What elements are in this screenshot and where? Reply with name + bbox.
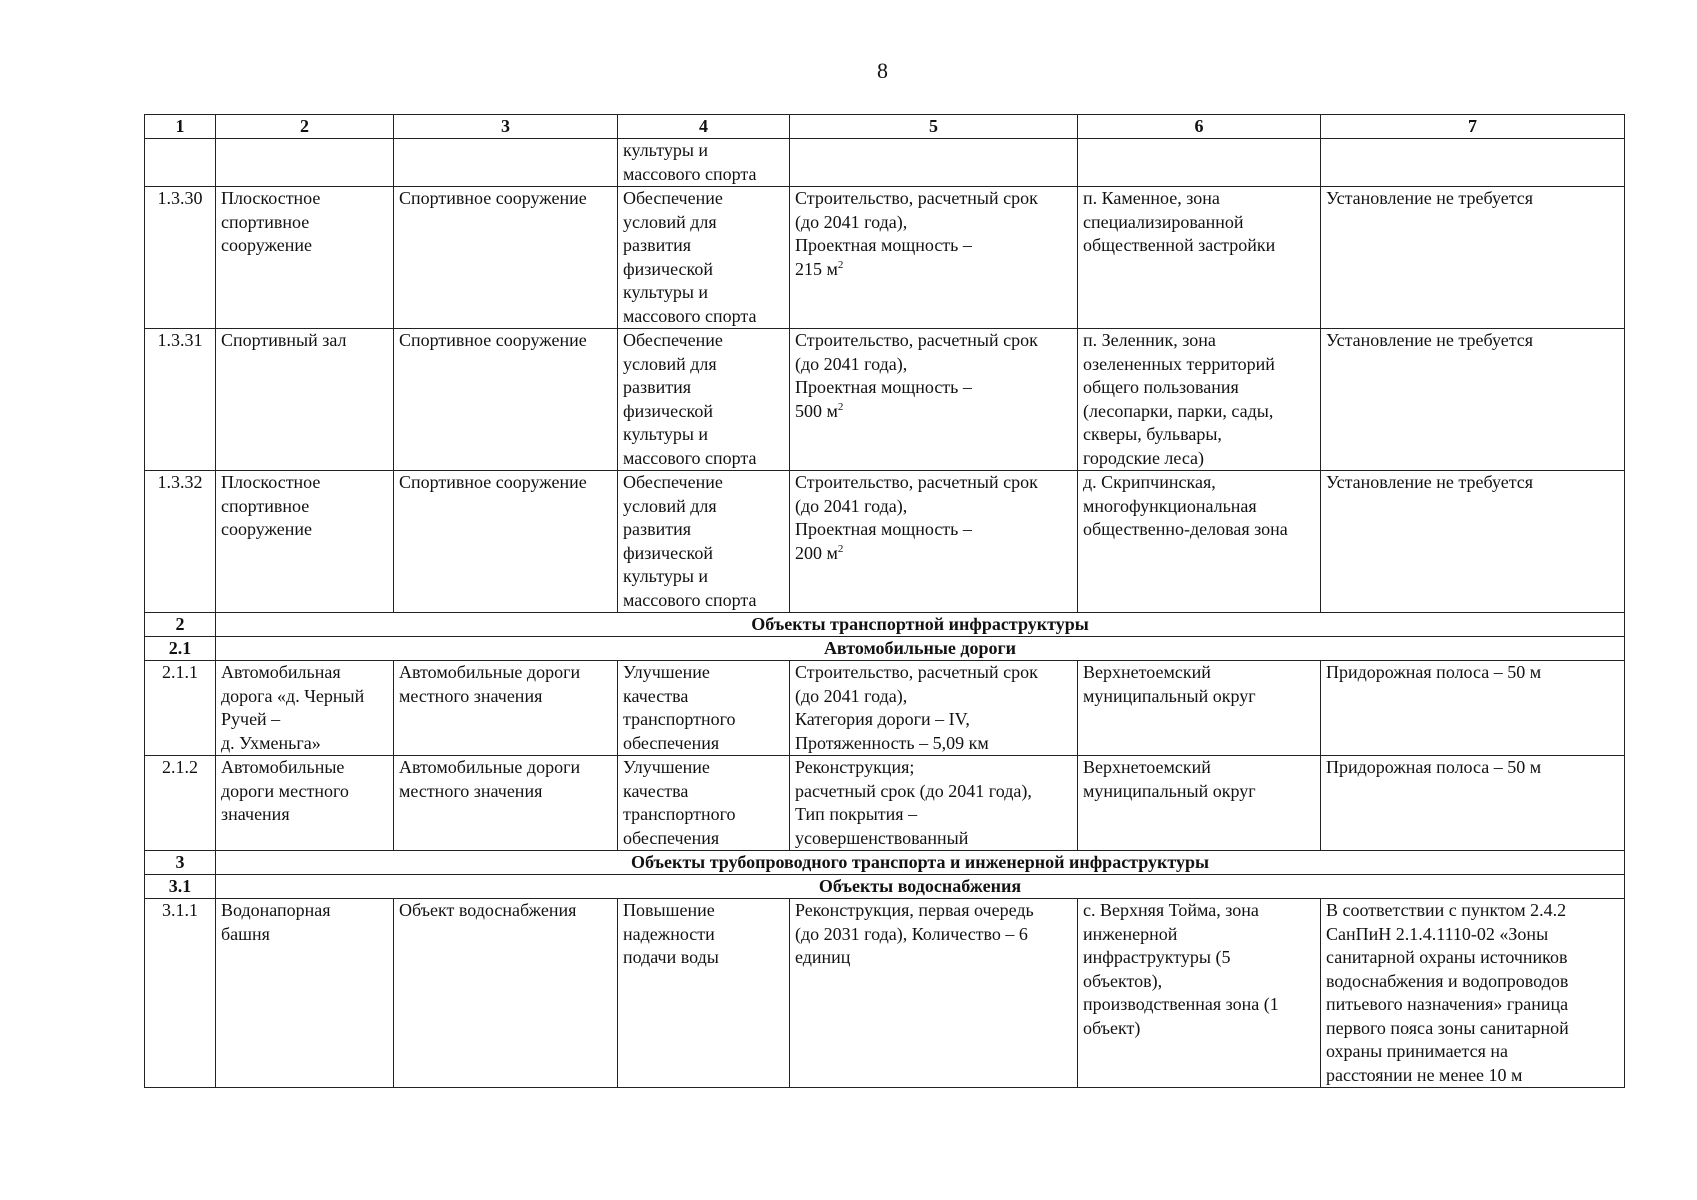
cell-name: Водонапорная башня — [216, 899, 394, 1088]
section-number: 3.1 — [145, 875, 216, 899]
cell-zone: Придорожная полоса – 50 м — [1321, 661, 1625, 756]
cell-purpose: культуры и массового спорта — [618, 139, 790, 187]
table-row — [145, 661, 1625, 756]
cell-name: Плоскостное спортивное сооружение — [216, 471, 394, 613]
cell-name: Спортивный зал — [216, 329, 394, 471]
cell-type: Объект водоснабжения — [394, 899, 618, 1088]
column-header: 6 — [1078, 115, 1321, 139]
section-row — [145, 613, 1625, 637]
table-row — [145, 187, 1625, 329]
table-row-continuation — [145, 139, 1625, 187]
table-row — [145, 756, 1625, 851]
column-header: 4 — [618, 115, 790, 139]
section-title: Объекты трубопроводного транспорта и инженерной инфраструктуры — [216, 851, 1625, 875]
cell-zone: Придорожная полоса – 50 м — [1321, 756, 1625, 851]
superscript: 2 — [837, 542, 844, 555]
cell-location: п. Каменное, зона специализированной общественной застройки — [1078, 187, 1321, 329]
section-number: 3 — [145, 851, 216, 875]
cell-name: Автомобильные дороги местного значения — [216, 756, 394, 851]
cell-characteristics — [790, 187, 1078, 329]
cell-type: Автомобильные дороги местного значения — [394, 756, 618, 851]
cell-characteristics: Реконструкция; расчетный срок (до 2041 года), Тип покрытия – усовершенствованный — [790, 756, 1078, 851]
cell-zone: Установление не требуется — [1321, 187, 1625, 329]
characteristics-text: Строительство, расчетный срок (до 2041 года), Проектная мощность – 200 м — [795, 472, 1038, 563]
table-row — [145, 899, 1625, 1088]
cell-purpose: Обеспечение условий для развития физической культуры и массового спорта — [618, 471, 790, 613]
cell-purpose: Обеспечение условий для развития физической культуры и массового спорта — [618, 329, 790, 471]
cell-zone — [1321, 139, 1625, 187]
cell-num: 2.1.2 — [145, 756, 216, 851]
cell-type: Спортивное сооружение — [394, 329, 618, 471]
subsection-row — [145, 875, 1625, 899]
cell-type — [394, 139, 618, 187]
cell-purpose: Улучшение качества транспортного обеспечения — [618, 661, 790, 756]
subsection-row — [145, 637, 1625, 661]
column-header: 2 — [216, 115, 394, 139]
section-title: Объекты водоснабжения — [216, 875, 1625, 899]
section-title: Автомобильные дороги — [216, 637, 1625, 661]
cell-characteristics — [790, 139, 1078, 187]
cell-purpose: Обеспечение условий для развития физической культуры и массового спорта — [618, 187, 790, 329]
cell-characteristics — [790, 329, 1078, 471]
cell-type: Спортивное сооружение — [394, 187, 618, 329]
page-number: 8 — [877, 58, 888, 83]
section-number: 2 — [145, 613, 216, 637]
cell-characteristics: Строительство, расчетный срок (до 2041 года), Категория дороги – IV, Протяженность – 5,09 км — [790, 661, 1078, 756]
superscript: 2 — [837, 400, 844, 413]
column-header: 5 — [790, 115, 1078, 139]
table-row — [145, 329, 1625, 471]
section-title: Объекты транспортной инфраструктуры — [216, 613, 1625, 637]
cell-num: 1.3.32 — [145, 471, 216, 613]
cell-type: Спортивное сооружение — [394, 471, 618, 613]
cell-purpose: Повышение надежности подачи воды — [618, 899, 790, 1088]
characteristics-text: Строительство, расчетный срок (до 2041 года), Проектная мощность – 500 м — [795, 330, 1038, 421]
cell-location — [1078, 139, 1321, 187]
cell-zone: Установление не требуется — [1321, 471, 1625, 613]
cell-zone: Установление не требуется — [1321, 329, 1625, 471]
cell-num: 2.1.1 — [145, 661, 216, 756]
cell-name — [216, 139, 394, 187]
table-row — [145, 471, 1625, 613]
cell-name: Плоскостное спортивное сооружение — [216, 187, 394, 329]
cell-location: Верхнетоемский муниципальный округ — [1078, 661, 1321, 756]
cell-num: 1.3.31 — [145, 329, 216, 471]
cell-purpose: Улучшение качества транспортного обеспечения — [618, 756, 790, 851]
planning-objects-table — [144, 114, 1625, 1088]
cell-zone: В соответствии с пунктом 2.4.2 СанПиН 2.1.4.1110-02 «Зоны санитарной охраны источников водоснабжения и водопроводов питьевого назначения» граница первого пояса зоны санитарной охраны принимается на расстоянии не менее 10 м — [1321, 899, 1625, 1088]
cell-location: п. Зеленник, зона озелененных территорий общего пользования (лесопарки, парки, сады, скверы, бульвары, городские леса) — [1078, 329, 1321, 471]
section-number: 2.1 — [145, 637, 216, 661]
cell-location: Верхнетоемский муниципальный округ — [1078, 756, 1321, 851]
characteristics-text: Строительство, расчетный срок (до 2041 года), Проектная мощность – 215 м — [795, 188, 1038, 279]
cell-name: Автомобильная дорога «д. Черный Ручей – д. Ухменьга» — [216, 661, 394, 756]
column-header: 7 — [1321, 115, 1625, 139]
superscript: 2 — [837, 258, 844, 271]
cell-location: с. Верхняя Тойма, зона инженерной инфраструктуры (5 объектов), производственная зона (1 объект) — [1078, 899, 1321, 1088]
section-row — [145, 851, 1625, 875]
column-header: 1 — [145, 115, 216, 139]
cell-location: д. Скрипчинская, многофункциональная общественно-деловая зона — [1078, 471, 1321, 613]
cell-num — [145, 139, 216, 187]
column-header: 3 — [394, 115, 618, 139]
cell-num: 1.3.30 — [145, 187, 216, 329]
table-header-row — [145, 115, 1625, 139]
cell-characteristics — [790, 471, 1078, 613]
cell-characteristics: Реконструкция, первая очередь (до 2031 года), Количество – 6 единиц — [790, 899, 1078, 1088]
cell-num: 3.1.1 — [145, 899, 216, 1088]
cell-type: Автомобильные дороги местного значения — [394, 661, 618, 756]
